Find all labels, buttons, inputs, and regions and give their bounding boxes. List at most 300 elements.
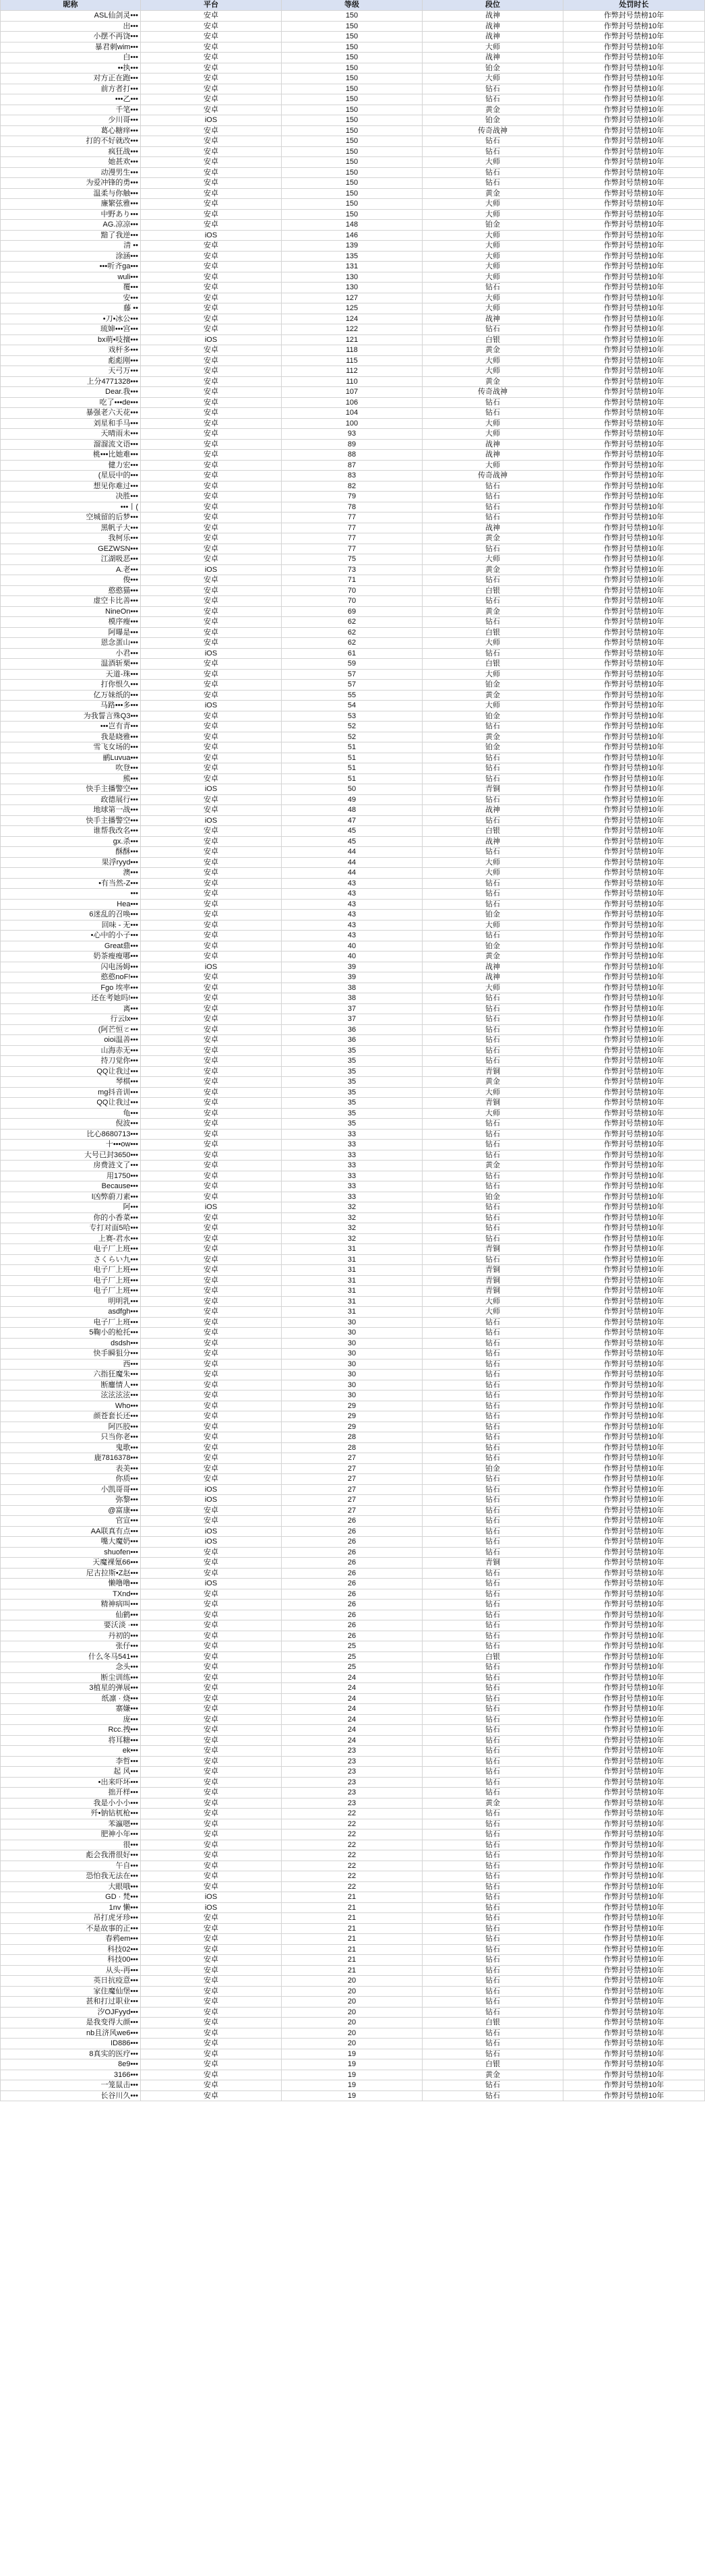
cell-nickname[interactable]: 5鞠小的枪托••• bbox=[0, 1328, 141, 1338]
cell-level[interactable]: 24 bbox=[282, 1673, 423, 1683]
cell-rank[interactable]: 大师 bbox=[423, 356, 563, 366]
cell-penalty[interactable]: 作弊封号禁榜10年 bbox=[563, 1715, 705, 1725]
table-row[interactable] bbox=[0, 11, 705, 22]
cell-level[interactable]: 22 bbox=[282, 1850, 423, 1861]
table-row[interactable] bbox=[0, 1035, 705, 1046]
table-row[interactable] bbox=[0, 1725, 705, 1736]
cell-penalty[interactable]: 作弊封号禁榜10年 bbox=[563, 910, 705, 920]
cell-level[interactable]: 150 bbox=[282, 105, 423, 115]
cell-level[interactable]: 130 bbox=[282, 283, 423, 293]
cell-penalty[interactable]: 作弊封号禁榜10年 bbox=[563, 1109, 705, 1119]
cell-level[interactable]: 35 bbox=[282, 1119, 423, 1129]
cell-nickname[interactable]: 李哲••• bbox=[0, 1757, 141, 1767]
cell-platform[interactable]: 安卓 bbox=[141, 1548, 282, 1558]
table-row[interactable] bbox=[0, 1150, 705, 1161]
cell-penalty[interactable]: 作弊封号禁榜10年 bbox=[563, 398, 705, 408]
cell-platform[interactable]: 安卓 bbox=[141, 1067, 282, 1077]
cell-level[interactable]: 51 bbox=[282, 774, 423, 784]
cell-rank[interactable]: 大师 bbox=[423, 983, 563, 993]
cell-penalty[interactable]: 作弊封号禁榜10年 bbox=[563, 1140, 705, 1150]
cell-platform[interactable]: 安卓 bbox=[141, 450, 282, 460]
cell-rank[interactable]: 钻石 bbox=[423, 1819, 563, 1829]
cell-level[interactable]: 73 bbox=[282, 565, 423, 575]
cell-platform[interactable]: 安卓 bbox=[141, 1046, 282, 1056]
cell-rank[interactable]: 黄金 bbox=[423, 533, 563, 544]
cell-penalty[interactable]: 作弊封号禁榜10年 bbox=[563, 1014, 705, 1024]
cell-penalty[interactable]: 作弊封号禁榜10年 bbox=[563, 366, 705, 376]
cell-rank[interactable]: 钻石 bbox=[423, 1495, 563, 1505]
cell-penalty[interactable]: 作弊封号禁榜10年 bbox=[563, 1067, 705, 1077]
table-row[interactable] bbox=[0, 210, 705, 221]
cell-penalty[interactable]: 作弊封号禁榜10年 bbox=[563, 1736, 705, 1746]
cell-level[interactable]: 150 bbox=[282, 115, 423, 125]
cell-platform[interactable]: 安卓 bbox=[141, 1056, 282, 1066]
cell-level[interactable]: 22 bbox=[282, 1882, 423, 1892]
cell-level[interactable]: 57 bbox=[282, 680, 423, 690]
table-row[interactable] bbox=[0, 1464, 705, 1475]
cell-platform[interactable]: iOS bbox=[141, 1537, 282, 1547]
cell-penalty[interactable]: 作弊封号禁榜10年 bbox=[563, 1339, 705, 1349]
cell-platform[interactable]: 安卓 bbox=[141, 742, 282, 753]
cell-platform[interactable]: 安卓 bbox=[141, 366, 282, 376]
cell-platform[interactable]: 安卓 bbox=[141, 2008, 282, 2018]
cell-penalty[interactable]: 作弊封号禁榜10年 bbox=[563, 440, 705, 450]
cell-platform[interactable]: 安卓 bbox=[141, 345, 282, 355]
cell-level[interactable]: 43 bbox=[282, 920, 423, 931]
cell-platform[interactable]: 安卓 bbox=[141, 11, 282, 21]
cell-nickname[interactable]: 龟••• bbox=[0, 1109, 141, 1119]
table-row[interactable] bbox=[0, 837, 705, 848]
cell-nickname[interactable]: wuli••• bbox=[0, 272, 141, 283]
cell-platform[interactable]: 安卓 bbox=[141, 199, 282, 209]
cell-penalty[interactable]: 作弊封号禁榜10年 bbox=[563, 1569, 705, 1579]
cell-level[interactable]: 22 bbox=[282, 1809, 423, 1819]
cell-platform[interactable]: 安卓 bbox=[141, 1610, 282, 1620]
cell-level[interactable]: 31 bbox=[282, 1265, 423, 1275]
cell-nickname[interactable]: 疯狂战••• bbox=[0, 147, 141, 157]
cell-nickname[interactable]: 念头••• bbox=[0, 1662, 141, 1672]
cell-platform[interactable]: 安卓 bbox=[141, 147, 282, 157]
cell-platform[interactable]: iOS bbox=[141, 231, 282, 241]
table-row[interactable] bbox=[0, 941, 705, 952]
cell-penalty[interactable]: 作弊封号禁榜10年 bbox=[563, 481, 705, 492]
cell-rank[interactable]: 钻石 bbox=[423, 94, 563, 105]
cell-nickname[interactable]: 我是晓雅••• bbox=[0, 732, 141, 742]
table-row[interactable] bbox=[0, 1569, 705, 1579]
cell-nickname[interactable]: 藤 •• bbox=[0, 303, 141, 314]
cell-level[interactable]: 35 bbox=[282, 1046, 423, 1056]
cell-rank[interactable]: 青铜 bbox=[423, 1098, 563, 1108]
cell-penalty[interactable]: 作弊封号禁榜10年 bbox=[563, 1600, 705, 1610]
table-row[interactable] bbox=[0, 324, 705, 335]
table-row[interactable] bbox=[0, 910, 705, 920]
cell-rank[interactable]: 钻石 bbox=[423, 1924, 563, 1934]
cell-rank[interactable]: 钻石 bbox=[423, 1223, 563, 1233]
table-row[interactable] bbox=[0, 1610, 705, 1621]
cell-platform[interactable]: 安卓 bbox=[141, 1882, 282, 1892]
table-row[interactable] bbox=[0, 1422, 705, 1433]
cell-level[interactable]: 38 bbox=[282, 983, 423, 993]
cell-rank[interactable]: 青铜 bbox=[423, 1265, 563, 1275]
cell-penalty[interactable]: 作弊封号禁榜10年 bbox=[563, 763, 705, 773]
table-row[interactable] bbox=[0, 711, 705, 722]
cell-rank[interactable]: 战神 bbox=[423, 11, 563, 21]
cell-nickname[interactable]: 吹登••• bbox=[0, 763, 141, 773]
cell-nickname[interactable]: •••乙••• bbox=[0, 94, 141, 105]
table-row[interactable] bbox=[0, 1966, 705, 1977]
cell-nickname[interactable]: 马路•••多••• bbox=[0, 701, 141, 711]
cell-nickname[interactable]: 6迷乱的召唤••• bbox=[0, 910, 141, 920]
cell-rank[interactable]: 钻石 bbox=[423, 1673, 563, 1683]
cell-rank[interactable]: 铂金 bbox=[423, 910, 563, 920]
cell-level[interactable]: 37 bbox=[282, 1014, 423, 1024]
cell-rank[interactable]: 钻石 bbox=[423, 1453, 563, 1463]
cell-level[interactable]: 20 bbox=[282, 2039, 423, 2049]
cell-level[interactable]: 26 bbox=[282, 1600, 423, 1610]
cell-nickname[interactable]: 动漫男生••• bbox=[0, 168, 141, 178]
cell-platform[interactable]: 安卓 bbox=[141, 1934, 282, 1944]
table-row[interactable] bbox=[0, 1255, 705, 1266]
cell-rank[interactable]: 钻石 bbox=[423, 168, 563, 178]
cell-platform[interactable]: 安卓 bbox=[141, 1255, 282, 1265]
cell-penalty[interactable]: 作弊封号禁榜10年 bbox=[563, 753, 705, 763]
cell-penalty[interactable]: 作弊封号禁榜10年 bbox=[563, 1234, 705, 1244]
cell-level[interactable]: 35 bbox=[282, 1088, 423, 1098]
table-row[interactable] bbox=[0, 42, 705, 53]
table-row[interactable] bbox=[0, 1223, 705, 1234]
cell-rank[interactable]: 钻石 bbox=[423, 408, 563, 418]
table-row[interactable] bbox=[0, 1778, 705, 1788]
cell-nickname[interactable]: Fgo 埃率••• bbox=[0, 983, 141, 993]
cell-rank[interactable]: 大师 bbox=[423, 262, 563, 272]
cell-penalty[interactable]: 作弊封号禁榜10年 bbox=[563, 94, 705, 105]
cell-level[interactable]: 57 bbox=[282, 670, 423, 680]
table-row[interactable] bbox=[0, 105, 705, 116]
cell-level[interactable]: 22 bbox=[282, 1861, 423, 1871]
cell-penalty[interactable]: 作弊封号禁榜10年 bbox=[563, 168, 705, 178]
table-row[interactable] bbox=[0, 471, 705, 481]
cell-level[interactable]: 30 bbox=[282, 1370, 423, 1380]
cell-platform[interactable]: 安卓 bbox=[141, 105, 282, 115]
cell-platform[interactable]: iOS bbox=[141, 1903, 282, 1913]
cell-rank[interactable]: 钻石 bbox=[423, 1056, 563, 1066]
cell-platform[interactable]: 安卓 bbox=[141, 2091, 282, 2101]
cell-nickname[interactable]: 长谷川久••• bbox=[0, 2091, 141, 2101]
cell-platform[interactable]: 安卓 bbox=[141, 53, 282, 63]
cell-penalty[interactable]: 作弊封号禁榜10年 bbox=[563, 419, 705, 429]
cell-platform[interactable]: 安卓 bbox=[141, 1861, 282, 1871]
cell-level[interactable]: 124 bbox=[282, 314, 423, 324]
cell-penalty[interactable]: 作弊封号禁榜10年 bbox=[563, 1527, 705, 1537]
cell-platform[interactable]: 安卓 bbox=[141, 1620, 282, 1631]
table-row[interactable] bbox=[0, 617, 705, 628]
cell-penalty[interactable]: 作弊封号禁榜10年 bbox=[563, 952, 705, 962]
cell-platform[interactable]: 安卓 bbox=[141, 502, 282, 513]
cell-platform[interactable]: 安卓 bbox=[141, 586, 282, 596]
cell-nickname[interactable]: 持刀觉你••• bbox=[0, 1056, 141, 1066]
cell-nickname[interactable]: shuofen••• bbox=[0, 1548, 141, 1558]
cell-rank[interactable]: 大师 bbox=[423, 554, 563, 564]
cell-nickname[interactable]: •心中的小子••• bbox=[0, 931, 141, 941]
table-row[interactable] bbox=[0, 147, 705, 158]
cell-level[interactable]: 24 bbox=[282, 1725, 423, 1735]
cell-platform[interactable]: 安卓 bbox=[141, 1788, 282, 1798]
cell-nickname[interactable]: 不是故事的正••• bbox=[0, 1924, 141, 1934]
cell-penalty[interactable]: 作弊封号禁榜10年 bbox=[563, 1255, 705, 1265]
cell-nickname[interactable]: QQ让我过••• bbox=[0, 1098, 141, 1108]
table-row[interactable] bbox=[0, 868, 705, 879]
cell-level[interactable]: 69 bbox=[282, 607, 423, 617]
cell-platform[interactable]: 安卓 bbox=[141, 972, 282, 983]
cell-penalty[interactable]: 作弊封号禁榜10年 bbox=[563, 147, 705, 157]
cell-nickname[interactable]: 天魔裸氪66••• bbox=[0, 1558, 141, 1568]
table-row[interactable] bbox=[0, 440, 705, 450]
cell-penalty[interactable]: 作弊封号禁榜10年 bbox=[563, 2049, 705, 2059]
table-row[interactable] bbox=[0, 2018, 705, 2028]
cell-level[interactable]: 23 bbox=[282, 1788, 423, 1798]
cell-rank[interactable]: 白银 bbox=[423, 2018, 563, 2028]
table-row[interactable] bbox=[0, 1276, 705, 1287]
cell-level[interactable]: 38 bbox=[282, 993, 423, 1003]
table-row[interactable] bbox=[0, 1537, 705, 1548]
cell-platform[interactable]: 安卓 bbox=[141, 2018, 282, 2028]
cell-nickname[interactable]: 阿匹胶••• bbox=[0, 1422, 141, 1432]
cell-rank[interactable]: 钻石 bbox=[423, 1119, 563, 1129]
cell-level[interactable]: 26 bbox=[282, 1537, 423, 1547]
cell-nickname[interactable]: 憨憨猫••• bbox=[0, 586, 141, 596]
cell-level[interactable]: 33 bbox=[282, 1171, 423, 1181]
cell-penalty[interactable]: 作弊封号禁榜10年 bbox=[563, 983, 705, 993]
cell-rank[interactable]: 钻石 bbox=[423, 1997, 563, 2007]
cell-platform[interactable]: 安卓 bbox=[141, 1171, 282, 1181]
cell-penalty[interactable]: 作弊封号禁榜10年 bbox=[563, 628, 705, 638]
header-level[interactable]: 等级 bbox=[282, 0, 423, 10]
cell-penalty[interactable]: 作弊封号禁榜10年 bbox=[563, 722, 705, 732]
cell-rank[interactable]: 钻石 bbox=[423, 1474, 563, 1484]
cell-platform[interactable]: 安卓 bbox=[141, 2059, 282, 2070]
cell-level[interactable]: 51 bbox=[282, 742, 423, 753]
table-row[interactable] bbox=[0, 1025, 705, 1036]
cell-platform[interactable]: 安卓 bbox=[141, 732, 282, 742]
cell-penalty[interactable]: 作弊封号禁榜10年 bbox=[563, 115, 705, 125]
header-rank[interactable]: 段位 bbox=[423, 0, 563, 10]
cell-level[interactable]: 31 bbox=[282, 1244, 423, 1254]
cell-nickname[interactable]: (星辰中的••• bbox=[0, 471, 141, 481]
table-row[interactable] bbox=[0, 1171, 705, 1182]
cell-rank[interactable]: 钻石 bbox=[423, 879, 563, 889]
cell-platform[interactable]: 安卓 bbox=[141, 2049, 282, 2059]
cell-penalty[interactable]: 作弊封号禁榜10年 bbox=[563, 805, 705, 815]
table-row[interactable] bbox=[0, 753, 705, 764]
cell-penalty[interactable]: 作弊封号禁榜10年 bbox=[563, 941, 705, 952]
cell-penalty[interactable]: 作弊封号禁榜10年 bbox=[563, 1474, 705, 1484]
cell-level[interactable]: 23 bbox=[282, 1778, 423, 1788]
table-row[interactable] bbox=[0, 2049, 705, 2060]
cell-nickname[interactable]: •••丨( bbox=[0, 502, 141, 513]
cell-rank[interactable]: 白银 bbox=[423, 586, 563, 596]
cell-rank[interactable]: 大师 bbox=[423, 858, 563, 868]
cell-rank[interactable]: 传奇战神 bbox=[423, 387, 563, 397]
cell-rank[interactable]: 钻石 bbox=[423, 1976, 563, 1986]
cell-nickname[interactable]: 我是小小小••• bbox=[0, 1798, 141, 1809]
table-row[interactable] bbox=[0, 1620, 705, 1631]
cell-level[interactable]: 21 bbox=[282, 1913, 423, 1923]
cell-penalty[interactable]: 作弊封号禁榜10年 bbox=[563, 691, 705, 701]
table-row[interactable] bbox=[0, 1715, 705, 1726]
table-row[interactable] bbox=[0, 84, 705, 95]
cell-rank[interactable]: 大师 bbox=[423, 1109, 563, 1119]
cell-penalty[interactable]: 作弊封号禁榜10年 bbox=[563, 126, 705, 136]
cell-level[interactable]: 26 bbox=[282, 1620, 423, 1631]
cell-level[interactable]: 23 bbox=[282, 1746, 423, 1756]
cell-rank[interactable]: 大师 bbox=[423, 303, 563, 314]
cell-nickname[interactable]: •刀•冰公••• bbox=[0, 314, 141, 324]
cell-nickname[interactable]: 嘴大魔奶••• bbox=[0, 1537, 141, 1547]
cell-level[interactable]: 40 bbox=[282, 952, 423, 962]
cell-level[interactable]: 32 bbox=[282, 1223, 423, 1233]
cell-rank[interactable]: 钻石 bbox=[423, 1506, 563, 1516]
cell-platform[interactable]: 安卓 bbox=[141, 1569, 282, 1579]
table-row[interactable] bbox=[0, 461, 705, 471]
cell-penalty[interactable]: 作弊封号禁榜10年 bbox=[563, 993, 705, 1003]
cell-platform[interactable]: 安卓 bbox=[141, 753, 282, 763]
cell-penalty[interactable]: 作弊封号禁榜10年 bbox=[563, 1443, 705, 1453]
cell-level[interactable]: 77 bbox=[282, 544, 423, 554]
cell-level[interactable]: 20 bbox=[282, 2028, 423, 2039]
table-row[interactable] bbox=[0, 408, 705, 419]
cell-nickname[interactable]: 健力宏••• bbox=[0, 461, 141, 471]
cell-penalty[interactable]: 作弊封号禁榜10年 bbox=[563, 1516, 705, 1526]
cell-level[interactable]: 78 bbox=[282, 502, 423, 513]
table-row[interactable] bbox=[0, 356, 705, 367]
table-row[interactable] bbox=[0, 1161, 705, 1171]
cell-rank[interactable]: 钻石 bbox=[423, 889, 563, 899]
cell-penalty[interactable]: 作弊封号禁榜10年 bbox=[563, 1966, 705, 1976]
cell-level[interactable]: 21 bbox=[282, 1966, 423, 1976]
cell-penalty[interactable]: 作弊封号禁榜10年 bbox=[563, 1840, 705, 1850]
cell-level[interactable]: 79 bbox=[282, 492, 423, 502]
cell-level[interactable]: 27 bbox=[282, 1474, 423, 1484]
cell-rank[interactable]: 黄金 bbox=[423, 952, 563, 962]
cell-nickname[interactable]: 憨憨noF!••• bbox=[0, 972, 141, 983]
cell-nickname[interactable]: 模序瘦••• bbox=[0, 617, 141, 627]
cell-penalty[interactable]: 作弊封号禁榜10年 bbox=[563, 784, 705, 794]
cell-rank[interactable]: 钻石 bbox=[423, 617, 563, 627]
cell-platform[interactable]: 安卓 bbox=[141, 1035, 282, 1045]
cell-rank[interactable]: 钻石 bbox=[423, 178, 563, 188]
cell-rank[interactable]: 钻石 bbox=[423, 1840, 563, 1850]
cell-rank[interactable]: 大师 bbox=[423, 157, 563, 167]
cell-rank[interactable]: 钻石 bbox=[423, 492, 563, 502]
cell-nickname[interactable]: @富康••• bbox=[0, 1506, 141, 1516]
cell-rank[interactable]: 钻石 bbox=[423, 1589, 563, 1600]
cell-level[interactable]: 27 bbox=[282, 1485, 423, 1495]
cell-nickname[interactable]: 桃•••比她难••• bbox=[0, 450, 141, 460]
cell-penalty[interactable]: 作弊封号禁榜10年 bbox=[563, 795, 705, 805]
cell-rank[interactable]: 钻石 bbox=[423, 1318, 563, 1328]
table-row[interactable] bbox=[0, 1798, 705, 1809]
cell-penalty[interactable]: 作弊封号禁榜10年 bbox=[563, 1380, 705, 1391]
cell-penalty[interactable]: 作弊封号禁榜10年 bbox=[563, 1892, 705, 1902]
cell-penalty[interactable]: 作弊封号禁榜10年 bbox=[563, 1976, 705, 1986]
cell-level[interactable]: 47 bbox=[282, 816, 423, 826]
cell-platform[interactable]: 安卓 bbox=[141, 1359, 282, 1370]
cell-rank[interactable]: 钻石 bbox=[423, 596, 563, 606]
cell-platform[interactable]: 安卓 bbox=[141, 1673, 282, 1683]
cell-nickname[interactable]: 起 风••• bbox=[0, 1767, 141, 1777]
table-row[interactable] bbox=[0, 1088, 705, 1099]
cell-nickname[interactable]: 快手主播警空••• bbox=[0, 816, 141, 826]
cell-platform[interactable]: 安卓 bbox=[141, 1704, 282, 1714]
cell-nickname[interactable]: 小君••• bbox=[0, 649, 141, 659]
cell-level[interactable]: 22 bbox=[282, 1871, 423, 1881]
cell-level[interactable]: 35 bbox=[282, 1109, 423, 1119]
table-row[interactable] bbox=[0, 691, 705, 701]
cell-platform[interactable]: 安卓 bbox=[141, 1140, 282, 1150]
table-row[interactable] bbox=[0, 1067, 705, 1078]
cell-platform[interactable]: 安卓 bbox=[141, 1474, 282, 1484]
cell-level[interactable]: 37 bbox=[282, 1004, 423, 1014]
cell-penalty[interactable]: 作弊封号禁榜10年 bbox=[563, 1088, 705, 1098]
cell-platform[interactable]: iOS bbox=[141, 962, 282, 972]
cell-platform[interactable]: 安卓 bbox=[141, 440, 282, 450]
cell-nickname[interactable]: QQ让我过••• bbox=[0, 1067, 141, 1077]
cell-level[interactable]: 27 bbox=[282, 1453, 423, 1463]
cell-level[interactable]: 87 bbox=[282, 461, 423, 471]
cell-penalty[interactable]: 作弊封号禁榜10年 bbox=[563, 1401, 705, 1411]
cell-penalty[interactable]: 作弊封号禁榜10年 bbox=[563, 847, 705, 857]
cell-nickname[interactable]: 熊••• bbox=[0, 774, 141, 784]
cell-rank[interactable]: 钻石 bbox=[423, 1746, 563, 1756]
table-row[interactable] bbox=[0, 1130, 705, 1140]
cell-nickname[interactable]: 英日抗疫意••• bbox=[0, 1976, 141, 1986]
cell-nickname[interactable]: 为爱冲锋的勇••• bbox=[0, 178, 141, 188]
cell-rank[interactable]: 钻石 bbox=[423, 1913, 563, 1923]
cell-nickname[interactable]: 懒噜噜••• bbox=[0, 1579, 141, 1589]
cell-rank[interactable]: 钻石 bbox=[423, 1945, 563, 1955]
cell-level[interactable]: 77 bbox=[282, 513, 423, 523]
cell-nickname[interactable]: 将耳糖••• bbox=[0, 1736, 141, 1746]
cell-nickname[interactable]: 亿万妹纸的••• bbox=[0, 691, 141, 701]
table-row[interactable] bbox=[0, 1871, 705, 1882]
cell-rank[interactable]: 黄金 bbox=[423, 1161, 563, 1171]
cell-nickname[interactable]: 小摆不再饶••• bbox=[0, 32, 141, 42]
table-row[interactable] bbox=[0, 63, 705, 74]
cell-penalty[interactable]: 作弊封号禁榜10年 bbox=[563, 2018, 705, 2028]
cell-platform[interactable]: 安卓 bbox=[141, 1411, 282, 1422]
cell-platform[interactable]: 安卓 bbox=[141, 993, 282, 1003]
cell-nickname[interactable]: 江湖吸恶••• bbox=[0, 554, 141, 564]
cell-platform[interactable]: 安卓 bbox=[141, 293, 282, 303]
cell-penalty[interactable]: 作弊封号禁榜10年 bbox=[563, 1861, 705, 1871]
cell-platform[interactable]: 安卓 bbox=[141, 1516, 282, 1526]
cell-rank[interactable]: 钻石 bbox=[423, 1432, 563, 1442]
table-row[interactable] bbox=[0, 1882, 705, 1893]
cell-nickname[interactable]: 彪会我滑很好••• bbox=[0, 1850, 141, 1861]
cell-level[interactable]: 19 bbox=[282, 2059, 423, 2070]
cell-nickname[interactable]: 快手主播警空••• bbox=[0, 784, 141, 794]
cell-penalty[interactable]: 作弊封号禁榜10年 bbox=[563, 53, 705, 63]
table-row[interactable] bbox=[0, 1380, 705, 1391]
cell-rank[interactable]: 铂金 bbox=[423, 1192, 563, 1202]
cell-nickname[interactable]: さくらい九••• bbox=[0, 1255, 141, 1265]
cell-rank[interactable]: 大师 bbox=[423, 252, 563, 262]
cell-penalty[interactable]: 作弊封号禁榜10年 bbox=[563, 1150, 705, 1161]
cell-level[interactable]: 53 bbox=[282, 711, 423, 722]
cell-level[interactable]: 22 bbox=[282, 1819, 423, 1829]
cell-penalty[interactable]: 作弊封号禁榜10年 bbox=[563, 22, 705, 32]
table-row[interactable] bbox=[0, 1579, 705, 1589]
